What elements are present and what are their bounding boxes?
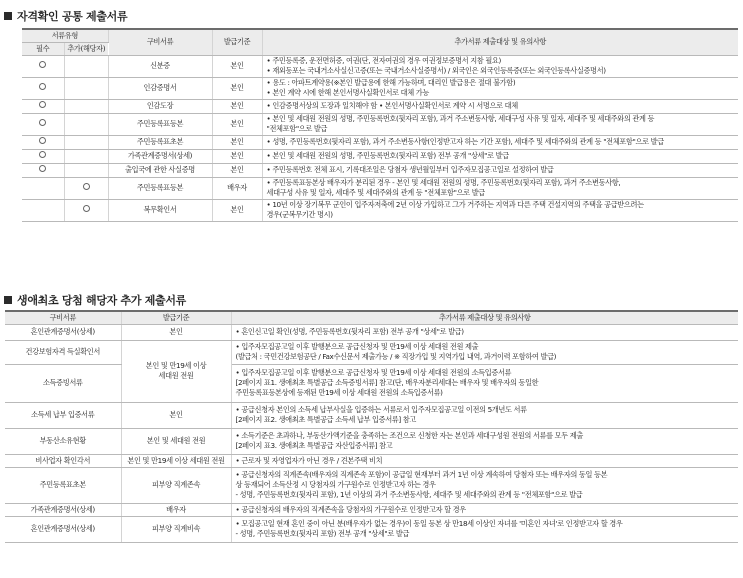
common-documents-table xyxy=(22,28,738,222)
issue-basis: 본인 및 세대원 전원 xyxy=(146,436,206,446)
additional-cell xyxy=(64,149,108,163)
additional-cell xyxy=(64,199,108,221)
required-cell xyxy=(22,149,64,163)
notes-cell xyxy=(262,163,738,177)
circle-mark-icon xyxy=(83,205,90,212)
note-line: • 입주자모집공고일 이후 발행분으로 공급신청자 및 만19세 이상 세대원 전원 제출 xyxy=(235,342,479,352)
issue-basis-cell xyxy=(212,149,262,163)
circle-mark-icon xyxy=(39,119,46,126)
notes-cell xyxy=(262,177,738,199)
notes-cell xyxy=(231,340,738,364)
circle-mark-icon xyxy=(83,183,90,190)
note-line: "전체포함"으로 발급 xyxy=(266,124,328,133)
table-row xyxy=(22,135,738,149)
note-line: • 공급신청자의 직계존속(배우자의 직계존속 포함)이 공급일 현재부터 과거 1년 이상 계속하여 당첨자 또는 배우자의 동일 등본 xyxy=(235,470,608,480)
table-row xyxy=(22,77,738,99)
note-line: - 성명, 주민등록번호(뒷자리 포함), 1년 이상의 과거 주소변동사항, 세대주 및 세대주와의 관계 등 "전체포함"으로 발급 xyxy=(235,489,583,499)
issue-basis: 본인 xyxy=(230,137,244,147)
table-row xyxy=(5,364,738,402)
note-line: • 소득기준은 초과하나, 부동산가액기준을 충족하는 조건으로 신청한 자는 본인과 세대구성원 전원의 서류를 모두 제출 xyxy=(235,431,583,441)
additional-cell xyxy=(64,77,108,99)
note-line: • 본인 계약 시에 한해 본인서명사실확인서로 대체 가능 xyxy=(266,88,429,97)
notes-cell xyxy=(231,402,738,428)
issue-basis-cell xyxy=(121,503,231,516)
issue-basis-cell xyxy=(121,516,231,542)
table-row xyxy=(22,149,738,163)
document-cell xyxy=(5,340,121,364)
table-row xyxy=(5,516,738,542)
notes-cell xyxy=(262,113,738,135)
table-row xyxy=(5,428,738,454)
notes-cell xyxy=(262,149,738,163)
notes-cell xyxy=(231,454,738,467)
issue-basis-cell xyxy=(121,428,231,454)
issue-basis-cell xyxy=(121,467,231,503)
section-bullet-icon xyxy=(4,296,12,304)
required-cell xyxy=(22,113,64,135)
note-line: - 성명, 주민등록번호(뒷자리 포함) 전부 공개 "상세"로 발급 xyxy=(235,529,410,538)
table-row xyxy=(5,324,738,340)
table-row xyxy=(22,177,738,199)
issue-basis: 배우자 xyxy=(166,504,186,514)
header-issue-basis: 발급기준 xyxy=(121,311,231,324)
table-row xyxy=(5,503,738,516)
notes-cell xyxy=(231,364,738,402)
additional-cell xyxy=(64,113,108,135)
issue-basis-cell xyxy=(212,99,262,113)
note-line: 주민등록표등본상에 등재된 만19세 이상 세대원 전원의 소득입증서류) xyxy=(235,387,443,397)
document-name: 인감도장 xyxy=(146,101,174,111)
notes-cell xyxy=(231,516,738,542)
circle-mark-icon xyxy=(39,137,46,144)
issue-basis: 본인 xyxy=(230,205,244,215)
required-cell xyxy=(22,177,64,199)
issue-basis-cell xyxy=(212,199,262,221)
notes-cell xyxy=(231,467,738,503)
document-cell xyxy=(5,402,121,428)
issue-basis-cell xyxy=(212,163,262,177)
table-row xyxy=(22,99,738,113)
document-cell xyxy=(108,135,212,149)
required-cell xyxy=(22,77,64,99)
document-name: 주민등록표등본 xyxy=(136,183,184,193)
circle-mark-icon xyxy=(39,165,46,172)
issue-basis-cell xyxy=(212,55,262,77)
header-document: 구비서류 xyxy=(108,29,212,55)
notes-cell xyxy=(262,55,738,77)
required-cell xyxy=(22,55,64,77)
document-cell xyxy=(108,77,212,99)
notes-cell xyxy=(262,135,738,149)
document-cell xyxy=(108,177,212,199)
table-row xyxy=(22,163,738,177)
document-name: 주민등록표초본 xyxy=(136,137,184,147)
note-line: • 공급신청자의 배우자의 직계존속을 당첨자의 가구원수로 인정받고자 할 경우 xyxy=(235,504,466,514)
document-cell xyxy=(108,149,212,163)
section2-title xyxy=(4,292,186,308)
note-line: • 본인 및 세대원 전원의 성명, 주민등록번호(뒷자리 포함), 과거 주소변동사항, 세대구성 사유 및 일자, 세대주 및 세대주와의 관계 등 xyxy=(266,114,655,124)
first-time-buyer-documents-table xyxy=(5,310,738,543)
issue-basis: 본인 xyxy=(169,410,183,420)
notes-cell xyxy=(262,199,738,221)
note-line: [2페이지 표1. 생애최초 특별공급 소득증빙서류] 참고(단, 배우자분리세대는 배우자 및 배우자의 동일한 xyxy=(235,378,539,388)
document-cell xyxy=(108,99,212,113)
document-name: 인감증명서 xyxy=(143,83,177,93)
table-row xyxy=(5,340,738,364)
notes-cell xyxy=(262,77,738,99)
document-name: 비사업자 확인각서 xyxy=(35,455,91,465)
note-line: • 10년 이상 장기복무 군인이 입주자저축에 2년 이상 가입하고 그가 거주하는 지역과 다른 주택 건설지역의 주택을 공급받으려는 xyxy=(266,200,644,210)
notes-cell xyxy=(231,503,738,516)
required-cell xyxy=(22,199,64,221)
document-name: 주민등록표초본 xyxy=(39,480,86,490)
issue-basis-cell xyxy=(212,177,262,199)
document-cell xyxy=(5,467,121,503)
section1-title-text: 자격확인 공통 제출서류 xyxy=(17,10,128,23)
document-cell xyxy=(108,163,212,177)
table-row xyxy=(5,402,738,428)
header-notes: 추가서류 제출대상 및 유의사항 xyxy=(262,29,738,55)
issue-basis: 배우자 xyxy=(227,183,247,193)
additional-cell xyxy=(64,55,108,77)
note-line: 상 등재되어 소득산정 시 당첨자의 가구원수로 인정받고자 하는 경우 xyxy=(235,480,436,490)
required-cell xyxy=(22,99,64,113)
issue-basis: 본인 xyxy=(230,151,244,161)
issue-basis: 본인 xyxy=(230,61,244,71)
notes-cell xyxy=(231,324,738,340)
issue-basis: 본인 xyxy=(230,83,244,93)
document-cell xyxy=(5,454,121,467)
note-line: • 모집공고일 현재 혼인 중이 아닌 분(배우자가 없는 경우)이 동일 등본 상 만18세 이상인 자녀를 '미혼인 자녀'로 인정받고자 할 경우 xyxy=(235,519,623,529)
circle-mark-icon xyxy=(39,61,46,68)
note-line: [2페이지 표2. 생애최초 특별공급 소득세 납부 입증서류] 참고 xyxy=(235,415,416,424)
issue-basis-cell xyxy=(121,324,231,340)
section2-title-text: 생애최초 당첨 해당자 추가 제출서류 xyxy=(17,294,187,307)
issue-basis: 본인 xyxy=(230,165,244,175)
note-line: • 성명, 주민등록번호(뒷자리 포함), 과거 주소변동사항(인정받고자 하는 기간 포함), 세대주 및 세대주와의 관계 등 "전체포함"으로 발급 xyxy=(266,137,664,147)
additional-cell xyxy=(64,135,108,149)
document-cell xyxy=(108,113,212,135)
table-row xyxy=(22,113,738,135)
additional-cell xyxy=(64,163,108,177)
note-line: (발급처 : 국민건강보험공단 / Fax수신문서 제출가능 / ※ 직장가입 및 지역가입 내역, 과거이력 포함하여 발급) xyxy=(235,352,557,361)
table-row xyxy=(22,55,738,77)
document-name: 혼인관계증명서(상세) xyxy=(30,327,95,337)
issue-basis: 피부양 직계비속 xyxy=(151,524,201,534)
document-name: 혼인관계증명서(상세) xyxy=(30,524,95,534)
document-name: 가족관계증명서(상세) xyxy=(30,504,95,514)
issue-basis-cell xyxy=(121,454,231,467)
circle-mark-icon xyxy=(39,101,46,108)
document-name: 부동산소유현황 xyxy=(39,436,86,446)
document-cell xyxy=(108,199,212,221)
notes-cell xyxy=(231,428,738,454)
issue-basis: 본인 xyxy=(230,101,244,111)
header-notes: 추가서류 제출대상 및 유의사항 xyxy=(231,311,738,324)
issue-basis: 피부양 직계존속 xyxy=(151,480,201,490)
document-name: 가족관계증명서(상세) xyxy=(127,151,193,161)
issue-basis-cell xyxy=(121,340,231,402)
document-cell xyxy=(5,364,121,402)
document-name: 출입국에 관한 사실증명 xyxy=(125,165,195,175)
header-issue-basis: 발급기준 xyxy=(212,29,262,55)
table-row xyxy=(22,199,738,221)
document-name: 주민등록표등본 xyxy=(136,119,184,129)
note-line: 경우(군복무기간 명시) xyxy=(266,210,333,219)
note-line: • 재외동포는 국내거소사실신고증(또는 국내거소사실증명서) / 외국인은 외국인등록증(또는 외국인등록사실증명서) xyxy=(266,66,606,75)
issue-basis-cell xyxy=(212,77,262,99)
notes-cell xyxy=(262,99,738,113)
header-required: 필수 xyxy=(22,42,64,55)
issue-basis-cell xyxy=(121,402,231,428)
additional-cell xyxy=(64,177,108,199)
required-cell xyxy=(22,163,64,177)
note-line: [2페이지 표3. 생애최초 특별공급 자산입증서류] 참고 xyxy=(235,441,393,450)
document-name: 복무확인서 xyxy=(143,205,177,215)
section1-title xyxy=(4,8,127,24)
note-line: 세대구성 사유 및 일자, 세대주 및 세대주와의 관계 등 "전체포함"으로 발급 xyxy=(266,188,485,197)
document-cell xyxy=(5,428,121,454)
issue-basis: 본인 xyxy=(169,327,183,337)
note-line: • 입주자모집공고일 이후 발행분으로 공급신청자 및 만19세 이상 세대원 전원의 소득입증서류 xyxy=(235,368,512,378)
document-cell xyxy=(5,324,121,340)
header-additional: 추가(해당자) xyxy=(64,42,108,55)
header-doc-type: 서류유형 xyxy=(22,29,108,42)
note-line: • 인감증명서상의 도장과 일치해야 함 • 본인서명사실확인서로 계약 시 서명으로 대체 xyxy=(266,101,518,111)
note-line: • 주민등록증, 운전면허증, 여권(단, 전자여권의 경우 여권정보증명서 지참 필요) xyxy=(266,56,501,66)
required-cell xyxy=(22,135,64,149)
note-line: • 용도 : 아파트계약용(※본인 발급용에 한해 가능하며, 대리인 발급용은 절대 불가함) xyxy=(266,78,516,88)
table-row xyxy=(5,454,738,467)
document-name: 건강보험자격 득실확인서 xyxy=(25,347,100,357)
issue-basis-cell xyxy=(212,113,262,135)
issue-basis: 본인 xyxy=(230,119,244,129)
circle-mark-icon xyxy=(39,83,46,90)
table-row xyxy=(5,467,738,503)
note-line: • 주민등록표등본상 배우자가 분리된 경우 - 본인 및 세대원 전원의 성명, 주민등록번호(뒷자리 포함), 과거 주소변동사항, xyxy=(266,178,621,188)
issue-basis: 본인 및 만19세 이상 세대원 전원 xyxy=(127,455,225,465)
note-line: • 근로자 및 자영업자가 아닌 경우 / 견본주택 비치 xyxy=(235,455,383,465)
circle-mark-icon xyxy=(39,151,46,158)
document-cell xyxy=(5,503,121,516)
document-cell xyxy=(5,516,121,542)
document-name: 신분증 xyxy=(150,61,170,71)
header-document: 구비서류 xyxy=(5,311,121,324)
additional-cell xyxy=(64,99,108,113)
document-cell xyxy=(108,55,212,77)
document-name: 소득증빙서류 xyxy=(42,378,83,388)
section-bullet-icon xyxy=(4,12,12,20)
issue-basis-cell xyxy=(212,135,262,149)
note-line: • 본인 및 세대원 전원의 성명, 주민등록번호(뒷자리 포함) 전부 공개 "상세"로 발급 xyxy=(266,151,509,161)
note-line: • 주민등록번호 전체 표시, 기록대조일은 당첨자 생년월일부터 입주자모집공고일로 설정하여 발급 xyxy=(266,165,554,175)
note-line: • 공급신청자 본인의 소득세 납부사실을 입증하는 서류로서 입주자모집공고일 이전의 5개년도 서류 xyxy=(235,405,527,415)
issue-basis: 본인 및 만19세 이상 세대원 전원 xyxy=(145,361,207,380)
note-line: • 혼인신고일 확인(성명, 주민등록번호(뒷자리 포함) 전부 공개 "상세"로 발급) xyxy=(235,327,464,337)
document-name: 소득세 납부 입증서류 xyxy=(31,410,95,420)
